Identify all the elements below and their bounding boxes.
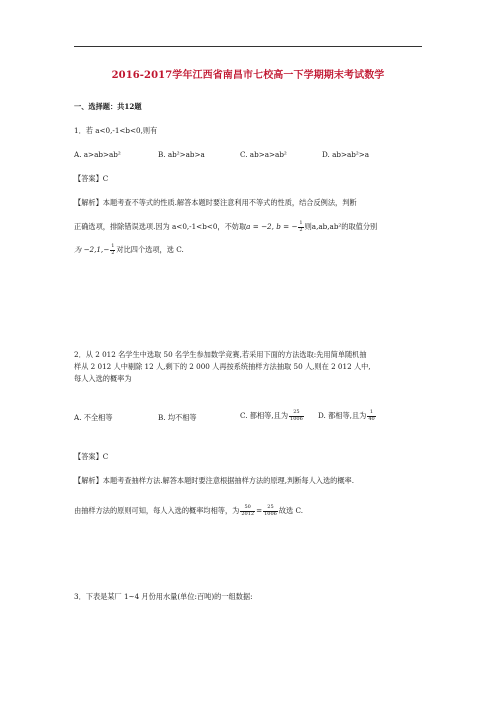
q2-option-d-fraction <box>367 410 375 422</box>
q2-stem-line2: 样从 2 012 人中剔除 12 人,剩下的 2 000 人再按系统抽样方法抽取 50 人,则在 2 012 人中, <box>74 362 371 371</box>
q2-analysis-line2-text: 由抽样方法的原则可知，每人入选的概率均相等，为 <box>74 506 240 515</box>
q2-option-c-fraction <box>289 410 304 422</box>
q2-option-d <box>318 410 377 422</box>
fraction-numerator: 1 <box>299 220 303 226</box>
fraction-denominator: 1006 <box>264 510 277 517</box>
q1-analysis-line2-text: 正确选项，排除错误选项.因为 a<0,-1<b<0，不妨取 <box>74 222 247 231</box>
q1-option-a: A. a>ab>ab² <box>74 150 121 159</box>
q2-answer: 【答案】C <box>74 452 109 461</box>
fraction-denominator: 2 <box>111 249 115 256</box>
q2-option-b: B. 均不相等 <box>158 413 197 422</box>
q1-option-b: B. ab²>ab>a <box>158 150 205 159</box>
q1-analysis-fraction-2 <box>110 244 115 256</box>
q2-option-d-text: D. 都相等,且为 <box>318 411 367 420</box>
q1-stem: 1．若 a<0,-1<b<0,则有 <box>74 126 158 135</box>
q1-option-c: C. ab>a>ab² <box>240 150 287 159</box>
q2-analysis-line1: 【解析】本题考查抽样方法.解答本题时要注意根据抽样方法的原理,判断每人入选的概率. <box>74 476 354 485</box>
fraction-numerator: 25 <box>289 410 304 417</box>
section-heading: 一、选择题：共12题 <box>74 102 142 111</box>
page-title: 2016-2017学年江西省南昌市七校高一下学期期末考试数学 <box>111 70 385 81</box>
q2-stem-line1: 2．从 2 012 名学生中选取 50 名学生参加数学竞赛,若采用下面的方法选取:先用简单随机抽 <box>74 350 367 359</box>
fraction-numerator: 1 <box>367 410 375 417</box>
fraction-numerator: 1 <box>111 243 115 249</box>
q2-analysis-fraction-2 <box>263 505 278 517</box>
q1-analysis-math: a = −2, b = − <box>246 222 298 231</box>
q1-analysis-line3-tail: 对比四个选项，选 C. <box>116 245 184 254</box>
q1-answer: 【答案】C <box>74 174 109 183</box>
q2-stem-line3: 每人入选的概率为 <box>74 374 132 383</box>
q3-stem: 3．下表是某厂 1~4 月份用水量(单位:百吨)的一组数据: <box>74 592 253 601</box>
equals-sign: = <box>256 506 263 515</box>
q2-analysis-line2-tail: 故选 C. <box>278 506 304 515</box>
q1-analysis-line1: 【解析】本题考查不等式的性质.解答本题时要注意利用不等式的性质，结合反例法，判断 <box>74 198 357 207</box>
q2-analysis-fraction-1 <box>240 505 255 517</box>
fraction-denominator: 1006 <box>290 415 303 422</box>
q2-option-c-text: C. 都相等,且为 <box>240 411 289 420</box>
q2-option-a: A. 不全相等 <box>74 413 113 422</box>
fraction-denominator: 40 <box>368 415 375 422</box>
q1-analysis-line2 <box>74 221 377 233</box>
q1-option-d: D. ab>ab²>a <box>322 150 370 159</box>
fraction-denominator: 2 <box>299 226 303 233</box>
q1-analysis-values: 为 −2,1,− <box>74 245 110 254</box>
fraction-denominator: 2012 <box>241 510 255 517</box>
q2-option-c <box>240 410 305 422</box>
q1-analysis-line2-tail: 则a,ab,ab²的取值分别 <box>304 222 378 231</box>
header-rule <box>74 46 422 47</box>
fraction-numerator: 25 <box>263 505 278 512</box>
fraction-numerator: 50 <box>240 505 255 512</box>
q1-analysis-line3 <box>74 244 184 256</box>
q2-analysis-line2 <box>74 505 303 517</box>
q1-analysis-fraction <box>298 221 303 233</box>
